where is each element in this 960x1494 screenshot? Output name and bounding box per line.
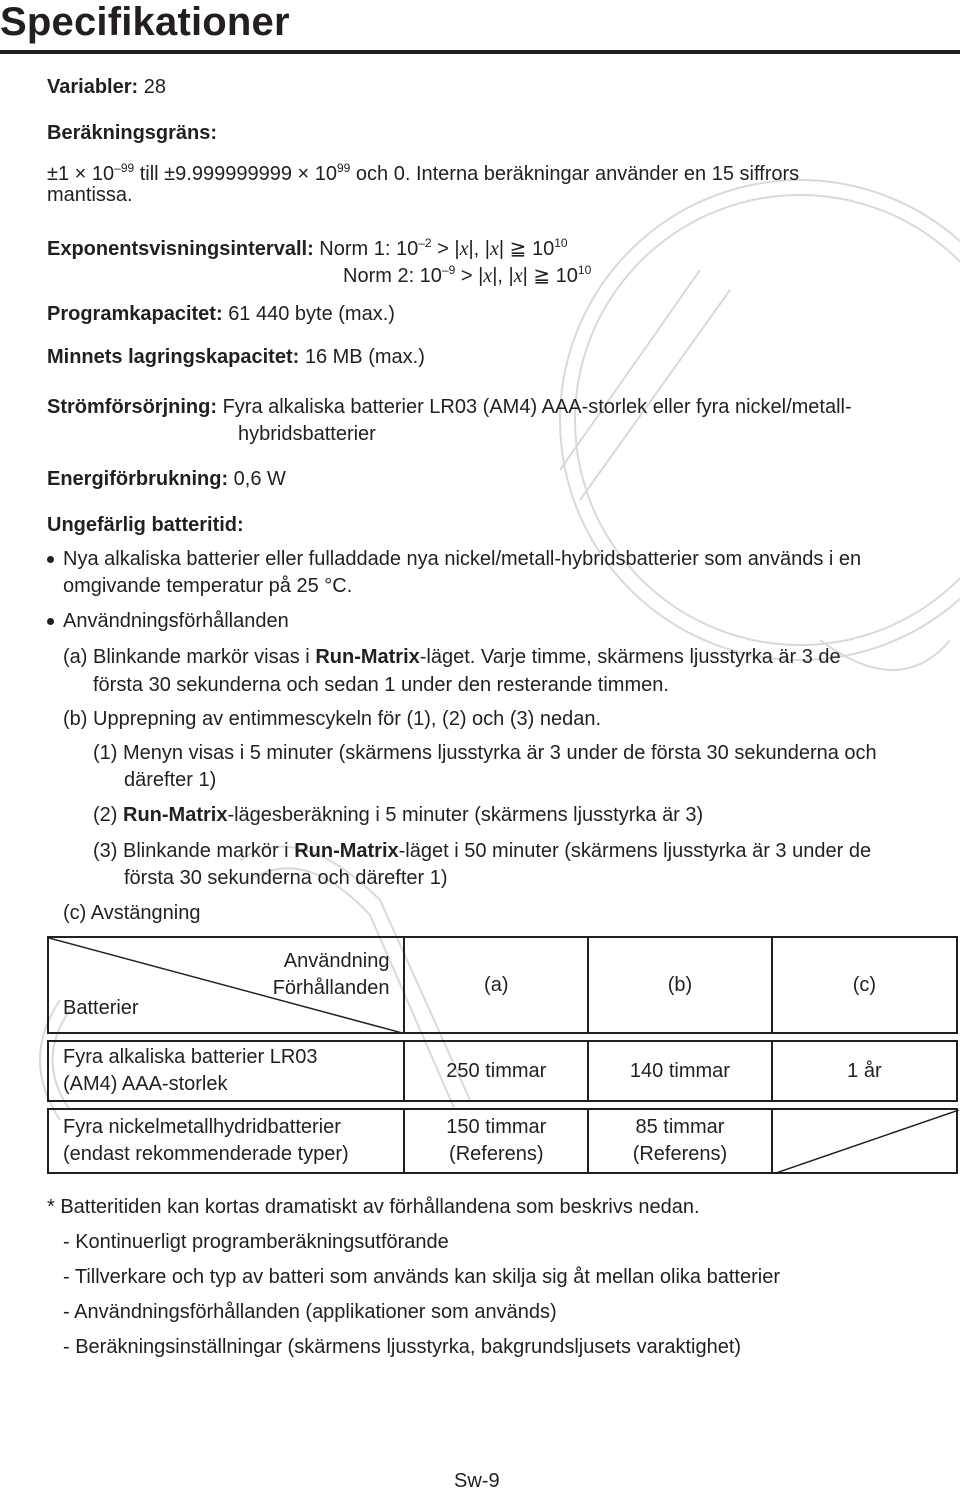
calc-range-line1	[47, 155, 799, 187]
norm1-mid: |, |	[468, 238, 490, 260]
battery-name-line1: Fyra alkaliska batterier LR03	[63, 1046, 318, 1068]
variables-label: Variabler:	[47, 76, 139, 98]
corner-top-line2: Förhållanden	[272, 977, 390, 999]
condition-b3-post: -läget i 50 minuter (skärmens ljusstyrka är 3 under de	[398, 840, 872, 862]
condition-b1-line2: därefter 1)	[124, 769, 217, 791]
battery-life-label: Ungefärlig batteritid:	[47, 514, 244, 536]
table-corner-cell	[48, 937, 404, 1033]
norm1-base: Norm 1: 10	[319, 238, 419, 260]
calc-range-text-a: ±1 × 10	[47, 163, 115, 185]
consumption-row	[47, 466, 286, 492]
power-label: Strömförsörjning:	[47, 396, 217, 418]
program-value: 61 440 byte (max.)	[228, 303, 395, 325]
battery-cell	[48, 1109, 404, 1173]
note-star: * Batteritiden kan kortas dramatiskt av förhållandena som beskrivs nedan.	[47, 1196, 700, 1218]
power-value-line1: Fyra alkaliska batterier LR03 (AM4) AAA-storlek eller fyra nickel/metall-	[222, 396, 852, 418]
value-b-line2: (Referens)	[632, 1143, 728, 1165]
value-a-line1: 150 timmar	[446, 1116, 547, 1138]
table-gap	[48, 1033, 957, 1041]
norm2-geq: | ≧ 10	[522, 265, 578, 287]
condition-a-line2: första 30 sekunderna och sedan 1 under den resterande timmen.	[93, 674, 669, 696]
condition-b2-post: -lägesberäkning i 5 minuter (skärmens ljusstyrka är 3)	[227, 804, 704, 826]
consumption-value: 0,6 W	[233, 468, 286, 490]
variables-value: 28	[143, 76, 166, 98]
memory-row	[47, 344, 425, 370]
condition-b3-line1	[93, 838, 871, 864]
calc-range-exp1: –99	[114, 161, 135, 175]
value-cell-b: 140 timmar	[588, 1041, 772, 1101]
memory-value: 16 MB (max.)	[304, 346, 425, 368]
table-row	[48, 1041, 957, 1101]
condition-b2-pre: (2)	[93, 804, 123, 826]
condition-b2	[93, 802, 703, 828]
condition-a-pre: (a) Blinkande markör visas i	[63, 646, 316, 668]
norm2-x: x	[483, 265, 493, 287]
norm2-exp: –9	[441, 263, 456, 277]
condition-b1-line1: (1) Menyn visas i 5 minuter (skärmens ljusstyrka är 3 under de första 30 sekunderna och	[93, 742, 877, 764]
condition-a-post: -läget. Varje timme, skärmens ljusstyrka är 3 de	[419, 646, 841, 668]
condition-b3-pre: (3) Blinkande markör i	[93, 840, 295, 862]
note-item-4: - Beräkningsinställningar (skärmens ljusstyrka, bakgrundsljusets varaktighet)	[63, 1336, 742, 1358]
program-row	[47, 301, 395, 327]
exponent-label: Exponentsvisningsintervall:	[47, 238, 314, 260]
calc-range-text-c: och 0. Interna beräkningar använder en 15 siffrors	[350, 163, 800, 185]
bullet1-line1: Nya alkaliska batterier eller fulladdade nya nickel/metall-hybridsbatterier som används i en	[63, 548, 862, 570]
run-matrix-b2: Run-Matrix	[123, 804, 228, 826]
norm1-exp10: 10	[554, 236, 568, 250]
bullet-2	[47, 618, 54, 625]
value-cell-a	[404, 1109, 588, 1173]
title-divider	[0, 50, 960, 54]
calc-range-text-b: till ±9.999999999 × 10	[134, 163, 337, 185]
note-item-1: - Kontinuerligt programberäkningsutförande	[63, 1231, 449, 1253]
condition-a-line1	[63, 644, 841, 670]
norm2-x2: x	[513, 265, 523, 287]
battery-cell	[48, 1041, 404, 1101]
variables-row	[47, 74, 166, 100]
col-header-c: (c)	[772, 937, 957, 1033]
table-gap-cell	[48, 1033, 957, 1041]
value-a-line2: (Referens)	[449, 1143, 544, 1165]
note-item-3: - Användningsförhållanden (applikationer som används)	[63, 1301, 557, 1323]
value-b-line1: 85 timmar	[635, 1116, 725, 1138]
condition-c: (c) Avstängning	[63, 902, 201, 924]
run-matrix-b3: Run-Matrix	[294, 840, 399, 862]
calc-range-label: Beräkningsgräns:	[47, 122, 218, 144]
empty-cell-diagonal	[773, 1110, 959, 1174]
table-gap	[48, 1101, 957, 1109]
condition-b: (b) Upprepning av entimmescykeln för (1), (2) och (3) nedan.	[63, 708, 602, 730]
table-row	[48, 1109, 957, 1173]
norm1-x: x	[459, 238, 469, 260]
battery-name-line1: Fyra nickelmetallhydridbatterier	[63, 1116, 341, 1138]
bullet-1	[47, 556, 54, 563]
calc-range-line2: mantissa.	[47, 184, 133, 206]
calc-range-exp2: 99	[336, 161, 351, 175]
norm2-exp10: 10	[577, 263, 592, 277]
corner-top-label	[273, 948, 390, 1002]
consumption-label: Energiförbrukning:	[47, 468, 229, 490]
battery-life-table	[47, 936, 958, 1174]
norm2-gt: > |	[455, 265, 484, 287]
norm1-geq: | ≧ 10	[498, 238, 555, 260]
note-item-2: - Tillverkare och typ av batteri som används kan skilja sig åt mellan olika batterier	[63, 1266, 780, 1288]
run-matrix-a: Run-Matrix	[315, 646, 420, 668]
program-label: Programkapacitet:	[47, 303, 223, 325]
table-gap-cell	[48, 1101, 957, 1109]
norm1-gt: > |	[431, 238, 460, 260]
col-header-a: (a)	[404, 937, 588, 1033]
bullet1-line2: omgivande temperatur på 25 °C.	[63, 575, 353, 597]
condition-b3-line2: första 30 sekunderna och därefter 1)	[124, 867, 448, 889]
value-cell-c: 1 år	[772, 1041, 957, 1101]
corner-bottom-label: Batterier	[63, 997, 139, 1019]
page-number: Sw-9	[454, 1470, 500, 1492]
battery-name-line2: (AM4) AAA-storlek	[63, 1073, 228, 1095]
norm1-x2: x	[490, 238, 499, 260]
norm2-base: Norm 2: 10	[343, 265, 442, 287]
norm2-mid: |, |	[492, 265, 514, 287]
value-cell-b	[588, 1109, 772, 1173]
page-title: Specifikationer	[0, 0, 290, 44]
power-value-line2: hybridsbatterier	[238, 423, 376, 445]
memory-label: Minnets lagringskapacitet:	[47, 346, 300, 368]
corner-top-line1: Användning	[283, 950, 390, 972]
table-header-row	[48, 937, 957, 1033]
power-row	[47, 394, 852, 420]
battery-name-line2: (endast rekommenderade typer)	[63, 1143, 349, 1165]
value-cell-c-empty	[772, 1109, 957, 1173]
bullet2-text: Användningsförhållanden	[63, 610, 289, 632]
norm1-exp: –2	[418, 236, 432, 250]
col-header-b: (b)	[588, 937, 772, 1033]
value-cell-a: 250 timmar	[404, 1041, 588, 1101]
norm2-text	[343, 257, 591, 289]
